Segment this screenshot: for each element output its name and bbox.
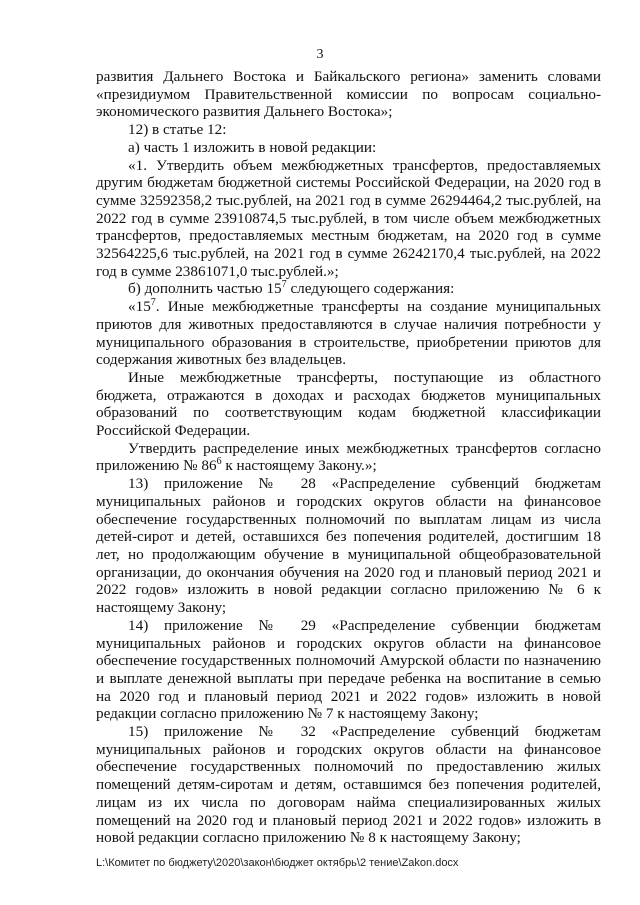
- text-run: 12) в статье 12:: [128, 121, 227, 139]
- paragraph: [96, 369, 601, 440]
- superscript: 7: [150, 297, 156, 309]
- superscript: 6: [216, 456, 222, 468]
- text-run: . Иные межбюджетные трансферты на создание муниципальных приютов для животных предоставляются в случае наличия потребности у муниципального образования в строительстве, приобретении приютов для содержания животных без владельцев.: [96, 298, 601, 369]
- paragraph: [96, 121, 601, 139]
- footer-file-path: L:\Комитет по бюджету\2020\закон\бюджет октябрь\2 тение\Zakon.docx: [96, 857, 459, 869]
- text-run: следующего содержания:: [286, 280, 455, 298]
- paragraph: [96, 475, 601, 617]
- text-run: б) дополнить частью 15: [128, 280, 282, 298]
- text-run: 13) приложение № 28 «Распределение субвенций бюджетам муниципальных районов и городских округов области на финансовое обеспечение государственных полномочий по выплатам лицам из числа детей-сирот и детей, оставшихся без попечения родителей, достигшим 18 лет, но продолжающим обучение в муниципальной общеобразовательной организации, до окончания обучения на 2020 год и плановый период 2021 и 2022 годов» изложить в новой редакции согласно приложению № 6 к настоящему Закону;: [96, 475, 601, 617]
- text-run: к настоящему Закону.»;: [221, 457, 377, 475]
- text-run: «15: [128, 298, 151, 316]
- paragraph: [96, 723, 601, 847]
- paragraph: [96, 617, 601, 723]
- paragraph: [96, 298, 601, 369]
- text-run: 15) приложение № 32 «Распределение субвенций бюджетам муниципальных районов и городских округов области на финансовое обеспечение государственных полномочий по предоставлению жилых помещений детям-сиротам и детям, оставшимся без попечения родителей, лицам из их числа по договорам найма специализированных жилых помещений на 2020 год и плановый период 2021 и 2022 годов» изложить в новой редакции согласно приложению № 8 к настоящему Закону;: [96, 723, 601, 847]
- document-body: [96, 68, 601, 847]
- text-run: Утвердить распределение иных межбюджетных трансфертов согласно приложению № 86: [96, 439, 601, 475]
- paragraph: [96, 157, 601, 281]
- paragraph: [96, 280, 601, 298]
- page-number: 3: [316, 47, 324, 62]
- text-run: Иные межбюджетные трансферты, поступающие из областного бюджета, отражаются в доходах и расходах бюджетов муниципальных образований по соответствующим кодам бюджетной классификации Российской Федерации.: [96, 368, 601, 440]
- paragraph: [96, 440, 601, 475]
- text-run: 14) приложение № 29 «Распределение субвенции бюджетам муниципальных районов и городских округов области на финансовое обеспечение государственных полномочий Амурской области по назначению и выплате денежной выплаты при передаче ребенка на воспитание в семью на 2020 год и плановый период 2021 и 2022 годов» изложить в новой редакции согласно приложению № 7 к настоящему Закону;: [96, 616, 601, 723]
- superscript: 7: [281, 279, 287, 291]
- text-run: «1. Утвердить объем межбюджетных трансфертов, предоставляемых другим бюджетам бюджетной системы Российской Федерации, на 2020 год в сумме 32592358,2 тыс.рублей, на 2021 год в сумме 26294464,2 тыс.рублей, на 2022 год в сумме 23910874,5 тыс.рублей, в том числе объем межбюджетных трансфертов, предоставляемых местным бюджетам, на 2020 год в сумме 32564225,6 тыс.рублей, на 2021 год в сумме 26242170,4 тыс.рублей, на 2022 год в сумме 23861071,0 тыс.рублей.»;: [96, 156, 601, 280]
- text-run: а) часть 1 изложить в новой редакции:: [128, 138, 377, 156]
- paragraph: [96, 68, 601, 121]
- paragraph: [96, 139, 601, 157]
- text-run: развития Дальнего Востока и Байкальского региона» заменить словами «президиумом Правительственной комиссии по вопросам социально-экономического развития Дальнего Востока»;: [96, 68, 601, 121]
